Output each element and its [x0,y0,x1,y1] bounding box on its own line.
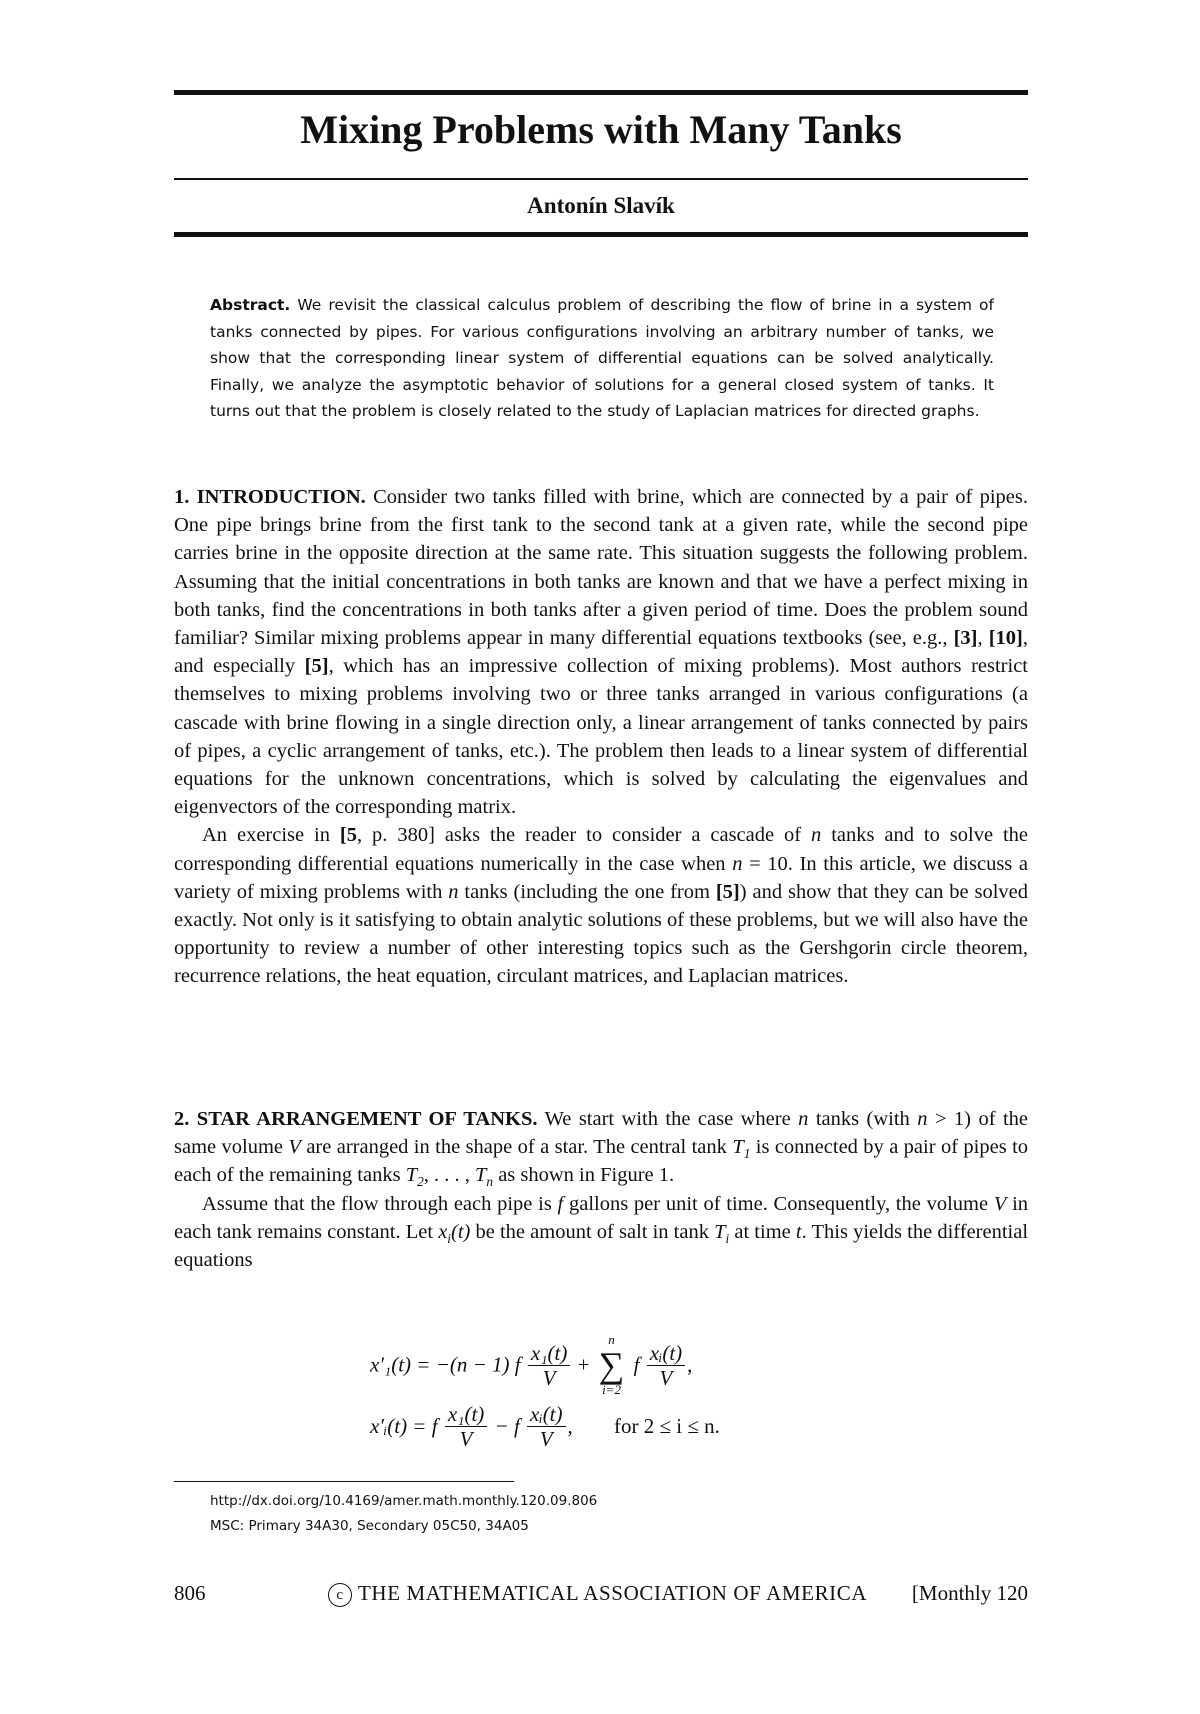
star-text: Assume that the flow through each pipe is [202,1192,552,1215]
star-text: is connected by a pair of pipes to each of the remaining tanks [174,1136,1029,1187]
fraction [528,1341,570,1390]
citation-5[interactable]: [5] [715,880,740,903]
intro-text: ) and show that they can be solved exactly. Not only is it satisfying to obtain analytic solutions of these problems, but we will also have the opportunity to review a number of other interesting topics such as the Gershgorin circle theorem, recurrence relations, the heat equation, circulant matrices, and Laplacian matrices. [174,880,1029,988]
paper-author: Antonín Slavík [527,193,675,218]
intro-text: In this article, we discuss a variety of mixing problems with [174,852,1029,903]
intro-text: tanks (including the one from [464,880,710,903]
author-rule [174,232,1028,237]
intro-text: Consider two tanks filled with brine, which are connected by a pair of pipes. One pipe brings brine from the first tank to the second tank at a given rate, while the second pipe carries brine in the opposite direction at the same rate. This situation suggests the following problem. Assuming that the initial concentrations in both tanks are known and that we have a perfect mixing in both tanks, find the concentrations in both tanks after a given period of time. Does the problem sound familiar? Similar mixing problems appear in many differential equations textbooks (see, e.g., [174,486,1028,650]
star-text: gallons per unit of time. Consequently, the volume [568,1192,989,1215]
intro-text: , and especially [174,627,1028,678]
intro-text: asks the reader to consider a cascade of [444,824,802,847]
math-subscript: n [486,1174,494,1190]
fraction-numerator: x₁(t) [528,1341,570,1366]
equation-punctuation: , [687,1352,693,1377]
fraction-denominator: V [539,1427,553,1451]
section-introduction [174,483,1028,991]
summation-upper-limit: n [608,1332,615,1347]
top-rule [174,90,1028,95]
math-subscript: i [447,1230,451,1246]
fraction-numerator: x₁(t) [445,1402,487,1427]
math-variable: V [993,1192,1007,1215]
math-variable: T [405,1164,418,1187]
math-subscript: 2 [417,1174,424,1190]
publisher-name: THE MATHEMATICAL ASSOCIATION OF AMERICA [358,1581,868,1605]
citation-5[interactable]: [5 [339,824,357,847]
intro-paragraph-1 [174,483,1028,821]
star-paragraph-1 [174,1105,1028,1190]
math-subscript: i [725,1230,730,1246]
equation-1 [370,1332,693,1397]
math-variable: n [811,824,822,847]
abstract [210,292,994,425]
intro-text: , which has an impressive collection of mixing problems). Most authors restrict themselves to mixing problems involving two or three tanks arranged in various configurations (a cascade with brine flowing in a single direction only, a linear arrangement of tanks connected by pairs of pipes, a cyclic arrangement of tanks, etc.). The problem then leads to a linear system of differential equations for the unknown concentrations, which is solved by calculating the eigenvalues and eigenvectors of the corresponding matrix. [174,655,1029,819]
star-text: are arranged in the shape of a star. The central tank [306,1136,727,1159]
star-text: We start with the case where [544,1108,791,1130]
fraction-denominator: V [542,1365,556,1390]
differential-equations [370,1332,890,1462]
copyright-icon: c [328,1583,352,1607]
equation-punctuation: , [567,1414,573,1438]
fraction [445,1402,487,1451]
math-variable [475,1164,494,1190]
equation-2 [370,1402,720,1462]
math-variable [732,1136,751,1162]
equation-term: f [633,1352,640,1377]
citation-3[interactable]: [3] [953,627,978,650]
journal-reference: [Monthly 120 [911,1581,1028,1605]
intro-paragraph-2 [174,821,1028,990]
section-heading-star: 2. STAR ARRANGEMENT OF TANKS. [174,1108,538,1130]
intro-text: = 10. [749,852,793,875]
math-subscript: 1 [743,1146,751,1162]
math-variable: V [288,1136,301,1159]
summation [599,1332,625,1398]
intro-text: , p. 380] [356,824,435,847]
section-star-arrangement [174,1105,1028,1274]
math-variable [714,1220,730,1246]
intro-text: tanks and to solve the corresponding differential equations numerically in the case when [174,824,1029,875]
citation-10[interactable]: [10] [988,627,1023,650]
fraction-numerator: xᵢ(t) [647,1341,685,1366]
intro-text: , [977,627,983,650]
publisher-line [328,1581,867,1607]
star-text: in each tank remains constant. Let [174,1192,1029,1243]
math-variable: n [448,880,459,903]
fraction-denominator: V [659,1365,673,1390]
abstract-text: We revisit the classical calculus problem of describing the flow of brine in a system of tanks connected by pipes. For various configurations involving an arbitrary number of tanks, we show that the corresponding linear system of differential equations can be solved analytically. Finally, we analyze the asymptotic behavior of solutions for a general closed system of tanks. It turns out that the problem is closely related to the study of Laplacian matrices for directed graphs. [210,296,994,421]
equation-lhs: x′ᵢ(t) = f [370,1414,438,1438]
math-variable: n [732,852,743,875]
title-divider [174,178,1028,180]
star-text: at time [734,1220,791,1243]
math-variable: x [438,1220,448,1243]
intro-text: An exercise in [202,824,330,847]
abstract-label: Abstract. [210,296,291,314]
fraction-denominator: V [459,1427,473,1451]
fraction [527,1402,565,1451]
math-variable: T [732,1136,744,1159]
math-variable: t [795,1220,802,1243]
star-paragraph-2 [174,1190,1028,1275]
star-text: , . . . , [423,1164,470,1187]
math-variable [405,1164,424,1190]
footnote-rule [174,1481,514,1482]
summation-symbol: ∑ [598,1345,625,1385]
fraction [647,1341,685,1390]
page-footer [174,1581,1028,1611]
fraction-numerator: xᵢ(t) [527,1402,565,1427]
section-heading-introduction: 1. INTRODUCTION. [174,486,366,508]
star-text: as shown in Figure 1. [498,1164,675,1187]
equation-condition: for 2 ≤ i ≤ n. [614,1414,720,1438]
math-variable: n [798,1108,809,1130]
paper-title: Mixing Problems with Many Tanks [300,107,902,152]
star-text: tanks (with [815,1108,910,1130]
math-variable: n [917,1108,928,1130]
math-variable: f [557,1192,564,1215]
star-text: . This yields the differential equations [174,1220,1029,1272]
math-variable: $x_i(t)$ [438,1220,471,1246]
summation-lower-limit: i=2 [602,1382,621,1397]
equation-lhs: x′₁(t) = −(n − 1) f [370,1352,521,1377]
page-number: 806 [174,1581,206,1605]
doi-link[interactable]: http://dx.doi.org/10.4169/amer.math.monthly.120.09.806 [210,1493,598,1509]
star-text: be the amount of salt in tank [475,1220,709,1243]
equation-operator: − f [494,1414,520,1438]
star-text: > 1) of the same volume [174,1108,1029,1159]
math-variable: T [714,1220,726,1243]
math-variable: t [457,1220,464,1243]
citation-5[interactable]: [5] [304,655,329,678]
equation-operator: + [577,1352,590,1377]
msc-classification: MSC: Primary 34A30, Secondary 05C50, 34A05 [210,1518,529,1534]
math-variable: T [475,1164,487,1187]
